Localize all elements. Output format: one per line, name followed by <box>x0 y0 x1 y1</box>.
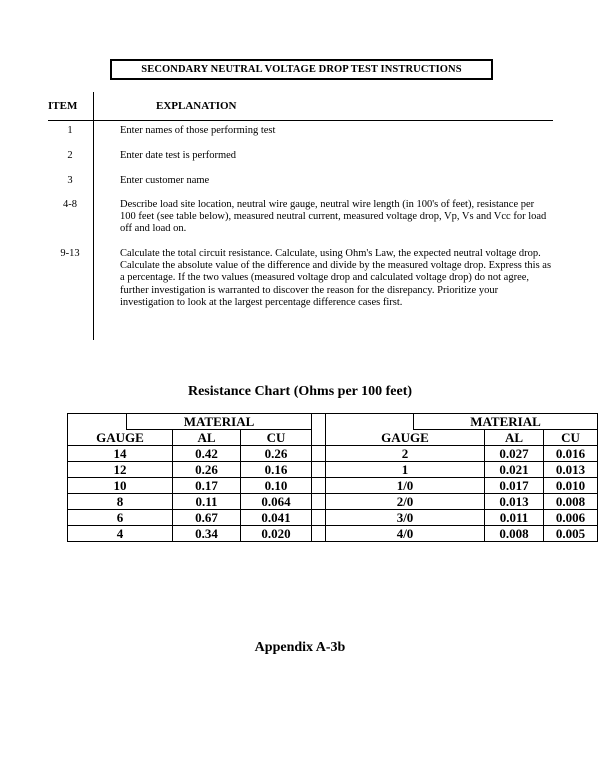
cu-cell: 0.008 <box>544 494 598 510</box>
spacer-cell <box>312 510 326 526</box>
explanation-header: EXPLANATION <box>156 100 237 112</box>
al-cell: 0.027 <box>485 446 544 462</box>
gauge-cell: 8 <box>68 494 173 510</box>
table-row <box>68 526 598 542</box>
item-explanation: Enter names of those performing test <box>120 125 276 136</box>
al-cell: 0.021 <box>485 462 544 478</box>
gauge-cell: 2/0 <box>326 494 485 510</box>
item-explanation: Calculate the total circuit resistance. Calculate, using Ohm's Law, the expected neutral voltage drop. Calculate the absolute value of the difference and divide by the measured voltage drop. Express this as a percentage. If the two values (measured voltage drop and calculated voltage drop) do not agree, further investigation is warranted to discover the reason for the disrepancy. Prioritize your investigation to look at the largest percentage difference cases first. <box>120 248 552 308</box>
item-number: 2 <box>67 150 73 161</box>
al-cell: 0.67 <box>173 510 241 526</box>
spacer-cell <box>312 462 326 478</box>
item-number: 9-13 <box>60 248 80 259</box>
gauge-cell: 6 <box>68 510 173 526</box>
item-explanation: Enter date test is performed <box>120 150 237 161</box>
cu-header: CU <box>544 430 598 446</box>
table-row <box>68 462 598 478</box>
al-cell: 0.34 <box>173 526 241 542</box>
item-explanation: Enter customer name <box>120 175 210 186</box>
item-number: 3 <box>67 175 73 186</box>
material-label: MATERIAL <box>127 414 312 430</box>
column-divider <box>93 92 94 340</box>
spacer-cell <box>312 526 326 542</box>
cu-cell: 0.013 <box>544 462 598 478</box>
cu-cell: 0.006 <box>544 510 598 526</box>
spacer-cell <box>312 446 326 462</box>
al-header: AL <box>485 430 544 446</box>
al-cell: 0.017 <box>485 478 544 494</box>
resistance-table <box>67 413 598 542</box>
gauge-cell: 1/0 <box>326 478 485 494</box>
cu-cell: 0.064 <box>241 494 312 510</box>
al-cell: 0.17 <box>173 478 241 494</box>
item-header: ITEM <box>48 100 78 112</box>
gauge-cell: 4 <box>68 526 173 542</box>
gauge-cell: 12 <box>68 462 173 478</box>
spacer-cell <box>312 478 326 494</box>
item-number: 1 <box>67 125 73 136</box>
gauge-cell: 3/0 <box>326 510 485 526</box>
gauge-cell: 14 <box>68 446 173 462</box>
cu-cell: 0.041 <box>241 510 312 526</box>
column-header-row <box>68 430 598 446</box>
spacer-cell <box>312 494 326 510</box>
gauge-header: GAUGE <box>326 430 485 446</box>
appendix-label: Appendix A-3b <box>254 640 346 655</box>
item-explanation: Describe load site location, neutral wire gauge, neutral wire length (in 100's of feet), resistance per 100 feet (see table below), measured neutral current, measured voltage drop, Vp, Vs and Vcc for load off and load on. <box>120 199 547 235</box>
cu-cell: 0.16 <box>241 462 312 478</box>
resistance-chart-title: Resistance Chart (Ohms per 100 feet) <box>187 384 413 399</box>
al-cell: 0.008 <box>485 526 544 542</box>
material-row <box>68 414 598 430</box>
table-row <box>68 510 598 526</box>
cu-cell: 0.010 <box>544 478 598 494</box>
table-row <box>68 478 598 494</box>
cu-cell: 0.005 <box>544 526 598 542</box>
cu-cell: 0.26 <box>241 446 312 462</box>
cu-header: CU <box>241 430 312 446</box>
gauge-cell: 2 <box>326 446 485 462</box>
al-cell: 0.42 <box>173 446 241 462</box>
al-cell: 0.26 <box>173 462 241 478</box>
header-rule <box>48 120 553 121</box>
item-number: 4-8 <box>63 199 77 210</box>
cu-cell: 0.10 <box>241 478 312 494</box>
cu-cell: 0.016 <box>544 446 598 462</box>
al-cell: 0.011 <box>485 510 544 526</box>
gauge-cell: 10 <box>68 478 173 494</box>
gauge-cell: 4/0 <box>326 526 485 542</box>
table-row <box>68 494 598 510</box>
table-row <box>68 446 598 462</box>
gauge-cell: 1 <box>326 462 485 478</box>
al-cell: 0.11 <box>173 494 241 510</box>
gauge-header: GAUGE <box>68 430 173 446</box>
document-title: SECONDARY NEUTRAL VOLTAGE DROP TEST INSTRUCTIONS <box>110 59 493 80</box>
al-header: AL <box>173 430 241 446</box>
cu-cell: 0.020 <box>241 526 312 542</box>
material-label: MATERIAL <box>414 414 598 430</box>
al-cell: 0.013 <box>485 494 544 510</box>
